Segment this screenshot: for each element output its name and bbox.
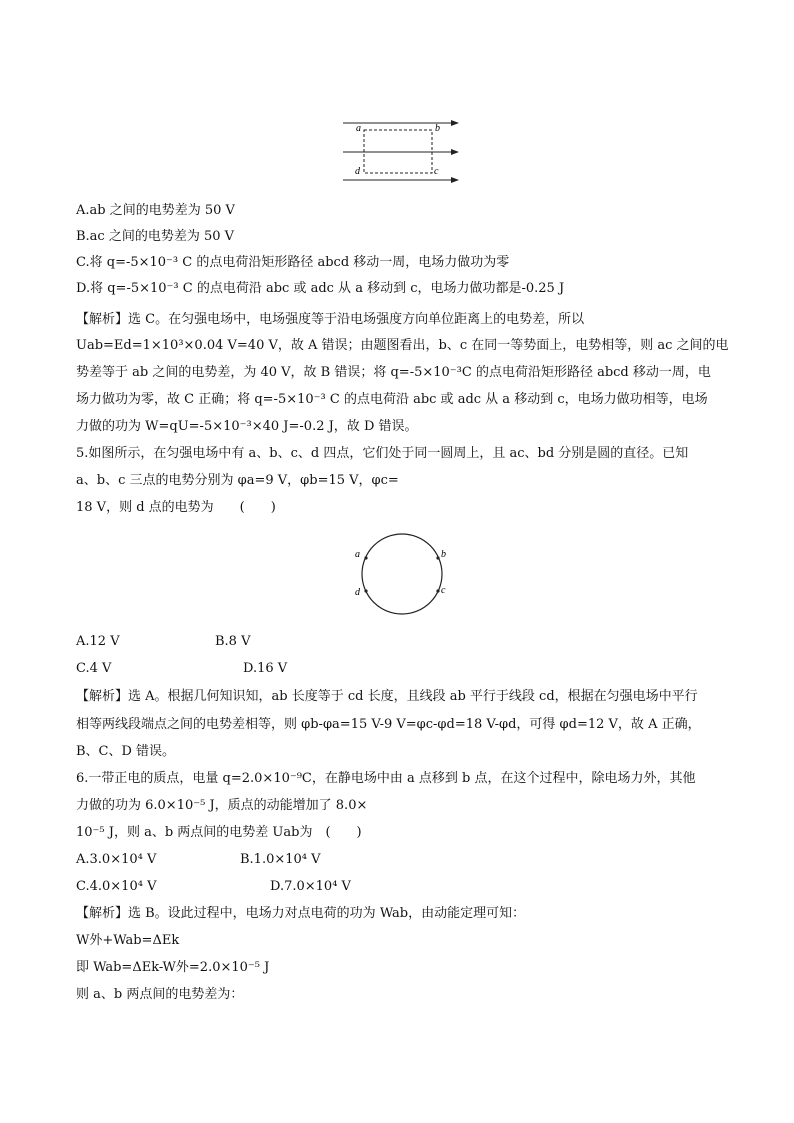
q4-analysis-line-1: 【解析】选 C。在匀强电场中，电场强度等于沿电场强度方向单位距离上的电势差，所以 xyxy=(76,312,585,327)
q5-option-c: C.4 V xyxy=(76,661,112,676)
q5-option-a: A.12 V xyxy=(76,634,120,649)
q4-option-a: A.ab 之间的电势差为 50 V xyxy=(76,203,235,218)
q5-analysis-line-2: 相等两线段端点之间的电势差相等，则 φb-φa=15 V-9 V=φc-φd=18 V-φd，可得 φd=12 V，故 A 正确， xyxy=(76,717,701,732)
circle-label-a: a xyxy=(355,549,360,560)
circle xyxy=(362,534,442,614)
circle-label-b: b xyxy=(441,549,446,560)
q5-stem-line-3: 18 V，则 d 点的电势为 ( ) xyxy=(76,500,276,515)
q6-stem-line-1: 6.一带正电的质点，电量 q=2.0×10⁻⁹C，在静电场中由 a 点移到 b 点，在这个过程中，除电场力外，其他 xyxy=(76,771,696,786)
q6-analysis-line-1: 【解析】选 B。设此过程中，电场力对点电荷的功为 Wab，由动能定理可知： xyxy=(76,906,526,921)
q4-analysis-line-3: 势差等于 ab 之间的电势差，为 40 V，故 B 错误；将 q=-5×10⁻³C 的点电荷沿矩形路径 abcd 移动一周，电 xyxy=(76,365,711,380)
q4-analysis-line-4: 场力做功为零，故 C 正确；将 q=-5×10⁻³ C 的点电荷沿 abc 或 adc 从 a 移动到 c，电场力做功相等，电场 xyxy=(76,392,708,407)
q6-analysis-line-2: W外+Wab=ΔEk xyxy=(76,933,180,948)
q4-option-b: B.ac 之间的电势差为 50 V xyxy=(76,229,235,244)
point-a-label: a xyxy=(356,123,361,134)
q6-option-b: B.1.0×10⁴ V xyxy=(240,852,321,867)
q6-option-d: D.7.0×10⁴ V xyxy=(270,879,351,894)
point-a-dot xyxy=(364,556,367,559)
point-c-dot xyxy=(436,589,439,592)
q4-option-c: C.将 q=-5×10⁻³ C 的点电荷沿矩形路径 abcd 移动一周，电场力做功为零 xyxy=(76,255,510,270)
q5-option-b: B.8 V xyxy=(215,634,251,649)
q5-stem-line-1: 5.如图所示，在匀强电场中有 a、b、c、d 四点，它们处于同一圆周上，且 ac、bd 分别是圆的直径。已知 xyxy=(76,446,689,461)
point-d-dot xyxy=(364,589,367,592)
circle-diagram xyxy=(352,530,452,622)
point-d-label: d xyxy=(355,166,360,177)
circle-label-c: c xyxy=(441,585,446,596)
q5-option-d: D.16 V xyxy=(243,661,288,676)
circle-label-d: d xyxy=(355,587,360,598)
q6-analysis-line-3: 即 Wab=ΔEk-W外=2.0×10⁻⁵ J xyxy=(76,960,270,975)
point-b-label: b xyxy=(435,123,440,134)
point-c-label: c xyxy=(434,166,439,177)
q6-option-a: A.3.0×10⁴ V xyxy=(76,852,157,867)
q6-stem-line-2: 力做的功为 6.0×10⁻⁵ J，质点的动能增加了 8.0× xyxy=(76,798,368,813)
q5-analysis-line-1: 【解析】选 A。根据几何知识知，ab 长度等于 cd 长度，且线段 ab 平行于线段 cd，根据在匀强电场中平行 xyxy=(76,689,698,704)
q6-option-c: C.4.0×10⁴ V xyxy=(76,879,157,894)
q5-stem-line-2: a、b、c 三点的电势分别为 φa=9 V，φb=15 V，φc= xyxy=(76,473,399,488)
q6-stem-line-3: 10⁻⁵ J，则 a、b 两点间的电势差 Uab为 ( ) xyxy=(76,825,362,840)
q5-analysis-line-3: B、C、D 错误。 xyxy=(76,744,176,759)
point-b-dot xyxy=(436,556,439,559)
q4-analysis-line-5: 力做的功为 W=qU=-5×10⁻³×40 J=-0.2 J，故 D 错误。 xyxy=(76,419,418,434)
field-lines-diagram xyxy=(338,114,464,186)
q4-option-d: D.将 q=-5×10⁻³ C 的点电荷沿 abc 或 adc 从 a 移动到 c，电场力做功都是-0.25 J xyxy=(76,281,565,296)
q6-analysis-line-4: 则 a、b 两点间的电势差为： xyxy=(76,987,244,1002)
q4-analysis-line-2: Uab=Ed=1×10³×0.04 V=40 V，故 A 错误；由题图看出，b、c 在同一等势面上，电势相等，则 ac 之间的电 xyxy=(76,338,729,353)
